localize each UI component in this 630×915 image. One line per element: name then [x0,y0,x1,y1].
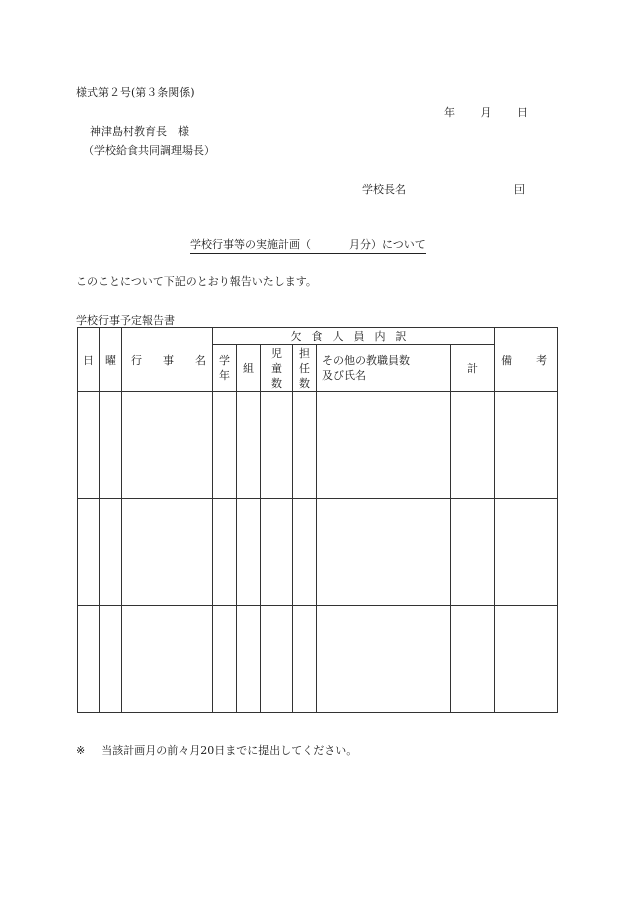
cell-weekday[interactable] [100,392,122,499]
header-remarks: 備 考 [495,328,558,392]
cell-event-name[interactable] [122,606,213,713]
cell-day[interactable] [78,499,100,606]
cell-total[interactable] [451,499,495,606]
date-month: 月 [480,106,492,119]
cell-other-staff[interactable] [317,392,451,499]
cell-remarks[interactable] [495,392,558,499]
cell-other-staff[interactable] [317,499,451,606]
table-row [78,606,558,713]
table-row [78,499,558,606]
cell-weekday[interactable] [100,499,122,606]
header-students: 児 童 数 [261,345,293,392]
body-text: このことについて下記のとおり報告いたします。 [76,275,317,288]
title-before: 学校行事等の実施計画（ [190,238,311,251]
cell-event-name[interactable] [122,499,213,606]
cell-students[interactable] [261,499,293,606]
footnote [76,742,357,758]
header-grade: 学 年 [213,345,237,392]
table-title: 学校行事予定報告書 [76,314,175,327]
cell-class[interactable] [237,499,261,606]
cell-homeroom[interactable] [293,392,317,499]
cell-other-staff[interactable] [317,606,451,713]
document-title [190,236,426,254]
cell-grade[interactable] [213,499,237,606]
header-weekday: 曜 [100,328,122,392]
cell-total[interactable] [451,392,495,499]
header-day: 日 [78,328,100,392]
header-event-name: 行 事 名 [122,328,213,392]
report-table [77,327,558,713]
header-homeroom: 担 任 数 [293,345,317,392]
table-header-row-1 [78,328,558,345]
table-row [78,392,558,499]
principal-name-label: 学校長名 [362,183,406,196]
addressee-sub: （学校給食共同調理場長） [83,144,215,157]
cell-homeroom[interactable] [293,499,317,606]
cell-students[interactable] [261,392,293,499]
cell-weekday[interactable] [100,606,122,713]
cell-students[interactable] [261,606,293,713]
footnote-text: 当該計画月の前々月20日までに提出してください。 [101,744,358,757]
cell-class[interactable] [237,392,261,499]
cell-remarks[interactable] [495,606,558,713]
cell-remarks[interactable] [495,499,558,606]
cell-class[interactable] [237,606,261,713]
seal-mark: 囙 [514,183,525,196]
title-after: 月分）について [349,238,426,251]
cell-grade[interactable] [213,392,237,499]
header-class: 組 [237,345,261,392]
footnote-mark: ※ [76,744,86,757]
addressee: 神津島村教育長 様 [90,125,189,138]
date-year: 年 [444,106,455,119]
cell-homeroom[interactable] [293,606,317,713]
header-other-staff: その他の教職員数 及び氏名 [317,345,451,392]
cell-day[interactable] [78,392,100,499]
date-line [444,104,528,120]
cell-day[interactable] [78,606,100,713]
cell-total[interactable] [451,606,495,713]
form-number: 様式第２号(第３条関係) [76,86,195,99]
header-absent-meals-breakdown: 欠食人員内訳 [213,328,495,345]
date-day: 日 [517,106,528,119]
header-total: 計 [451,345,495,392]
cell-grade[interactable] [213,606,237,713]
cell-event-name[interactable] [122,392,213,499]
